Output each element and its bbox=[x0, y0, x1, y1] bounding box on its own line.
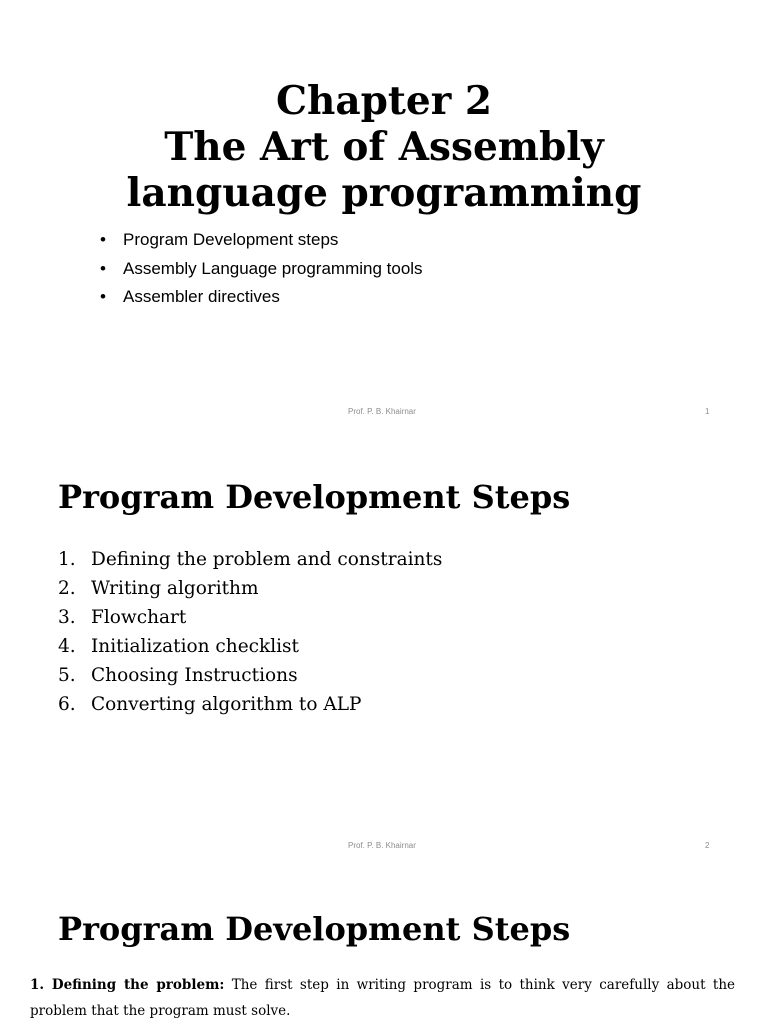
bullet-icon: • bbox=[100, 287, 106, 306]
bullet-icon: • bbox=[100, 230, 106, 249]
body-paragraph bbox=[30, 972, 735, 1024]
bullet-text: Program Development steps bbox=[123, 230, 339, 249]
bullet-text: Assembler directives bbox=[123, 287, 280, 306]
topic-bullet-list bbox=[100, 228, 423, 314]
slide-3-title: Program Development Steps bbox=[58, 910, 571, 948]
footer-author: Prof. P. B. Khairnar bbox=[348, 841, 416, 850]
slide-1-title bbox=[0, 78, 768, 216]
paragraph-lead: 1. Defining the problem: bbox=[30, 977, 225, 993]
title-line: language programming bbox=[126, 170, 642, 216]
bullet-icon: • bbox=[100, 258, 106, 278]
slide-3 bbox=[0, 864, 768, 1024]
bullet-item bbox=[100, 257, 423, 286]
slide-2 bbox=[0, 432, 768, 864]
page-number: 1 bbox=[705, 407, 710, 416]
page-number: 2 bbox=[705, 841, 710, 850]
slide-2-title: Program Development Steps bbox=[58, 478, 571, 516]
step-item: 3. Flowchart bbox=[58, 607, 187, 628]
step-item: 1. Defining the problem and constraints bbox=[58, 549, 443, 570]
step-item: 4. Initialization checklist bbox=[58, 636, 299, 657]
title-line: Chapter 2 bbox=[275, 78, 493, 124]
step-item: 6. Converting algorithm to ALP bbox=[58, 694, 362, 715]
bullet-item bbox=[100, 285, 423, 314]
footer-author: Prof. P. B. Khairnar bbox=[348, 407, 416, 416]
bullet-text: Assembly Language programming tools bbox=[123, 258, 423, 278]
title-line: The Art of Assembly bbox=[164, 124, 604, 170]
bullet-item bbox=[100, 228, 423, 257]
paragraph-text: The first step in writing program is to think very carefully about the problem that the program must solve. bbox=[30, 977, 735, 1019]
steps-list bbox=[58, 548, 442, 722]
step-item: 2. Writing algorithm bbox=[58, 578, 259, 599]
slide-1 bbox=[0, 0, 768, 432]
step-item: 5. Choosing Instructions bbox=[58, 665, 298, 686]
